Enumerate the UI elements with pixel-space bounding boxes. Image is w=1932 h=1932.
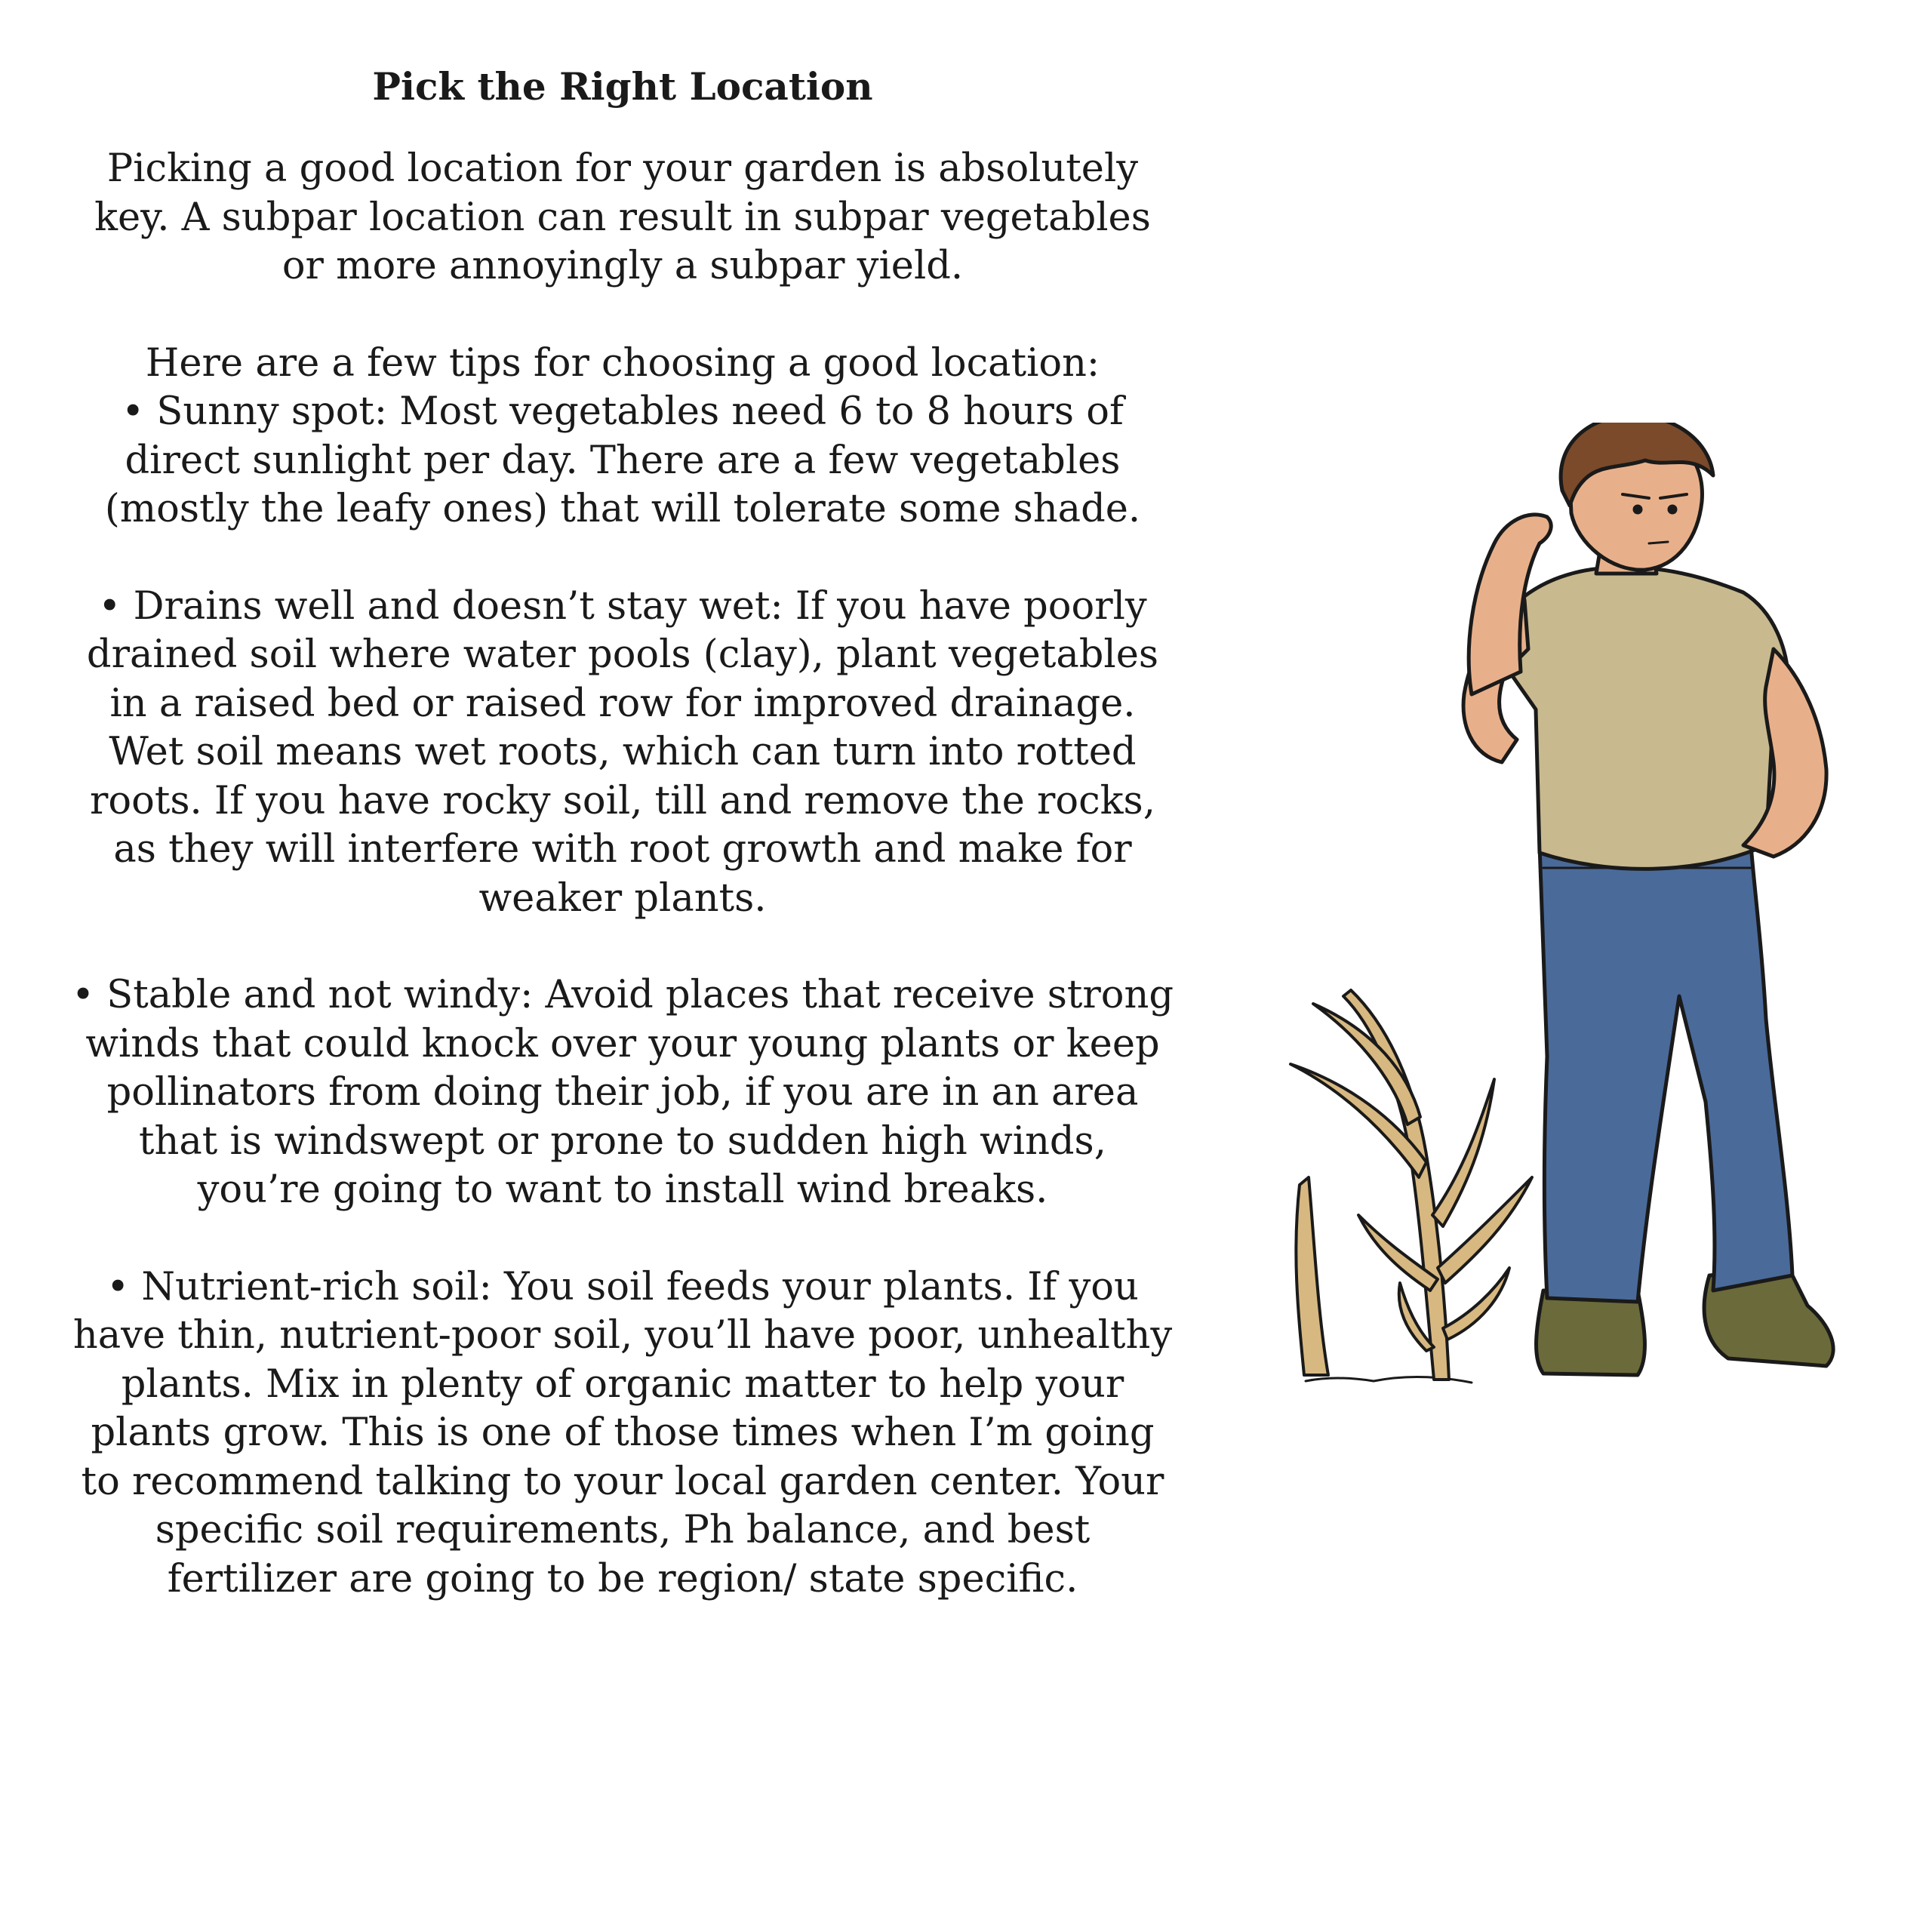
gardener-figure bbox=[1463, 423, 1833, 1375]
tip-sunny-spot: • Sunny spot: Most vegetables need 6 to 8 hours of direct sunlight per day. There are a few vegetables (mostly the leafy ones) that will tolerate some shade. bbox=[104, 389, 1141, 531]
article-text-column bbox=[72, 60, 1174, 1652]
gardener-illustration bbox=[1245, 423, 1864, 1419]
page-title: Pick the Right Location bbox=[372, 64, 873, 109]
tips-block bbox=[72, 340, 1174, 534]
tips-heading: Here are a few tips for choosing a good location: bbox=[145, 340, 1100, 386]
intro-paragraph: Picking a good location for your garden is absolutely key. A subpar location can result in subpar vegetables or more annoyingly a subpar yield. bbox=[94, 146, 1151, 288]
tip-wind: • Stable and not windy: Avoid places that receive strong winds that could knock over your young plants or keep pollinators from doing their job, if you are in an area that is windswept or prone to sudden high winds, you’re going to want to install wind breaks. bbox=[72, 973, 1174, 1212]
tip-soil: • Nutrient-rich soil: You soil feeds your plants. If you have thin, nutrient-poor soil, you’ll have poor, unhealthy plants. Mix in plenty of organic matter to help your plants grow. This is one of those times when I’m going to recommend talking to your local garden center. Your specific soil requirements, Ph balance, and best fertilizer are going to be region/ state specific. bbox=[72, 1264, 1173, 1601]
wilted-plant bbox=[1291, 990, 1532, 1383]
tip-drainage: • Drains well and doesn’t stay wet: If you have poorly drained soil where water pools (clay), plant vegetables in a raised bed or raised row for improved drainage. Wet soil means wet roots, which can turn into rotted roots. If you have rocky soil, till and remove the rocks, as they will interfere with root growth and make for weaker plants. bbox=[86, 583, 1159, 921]
